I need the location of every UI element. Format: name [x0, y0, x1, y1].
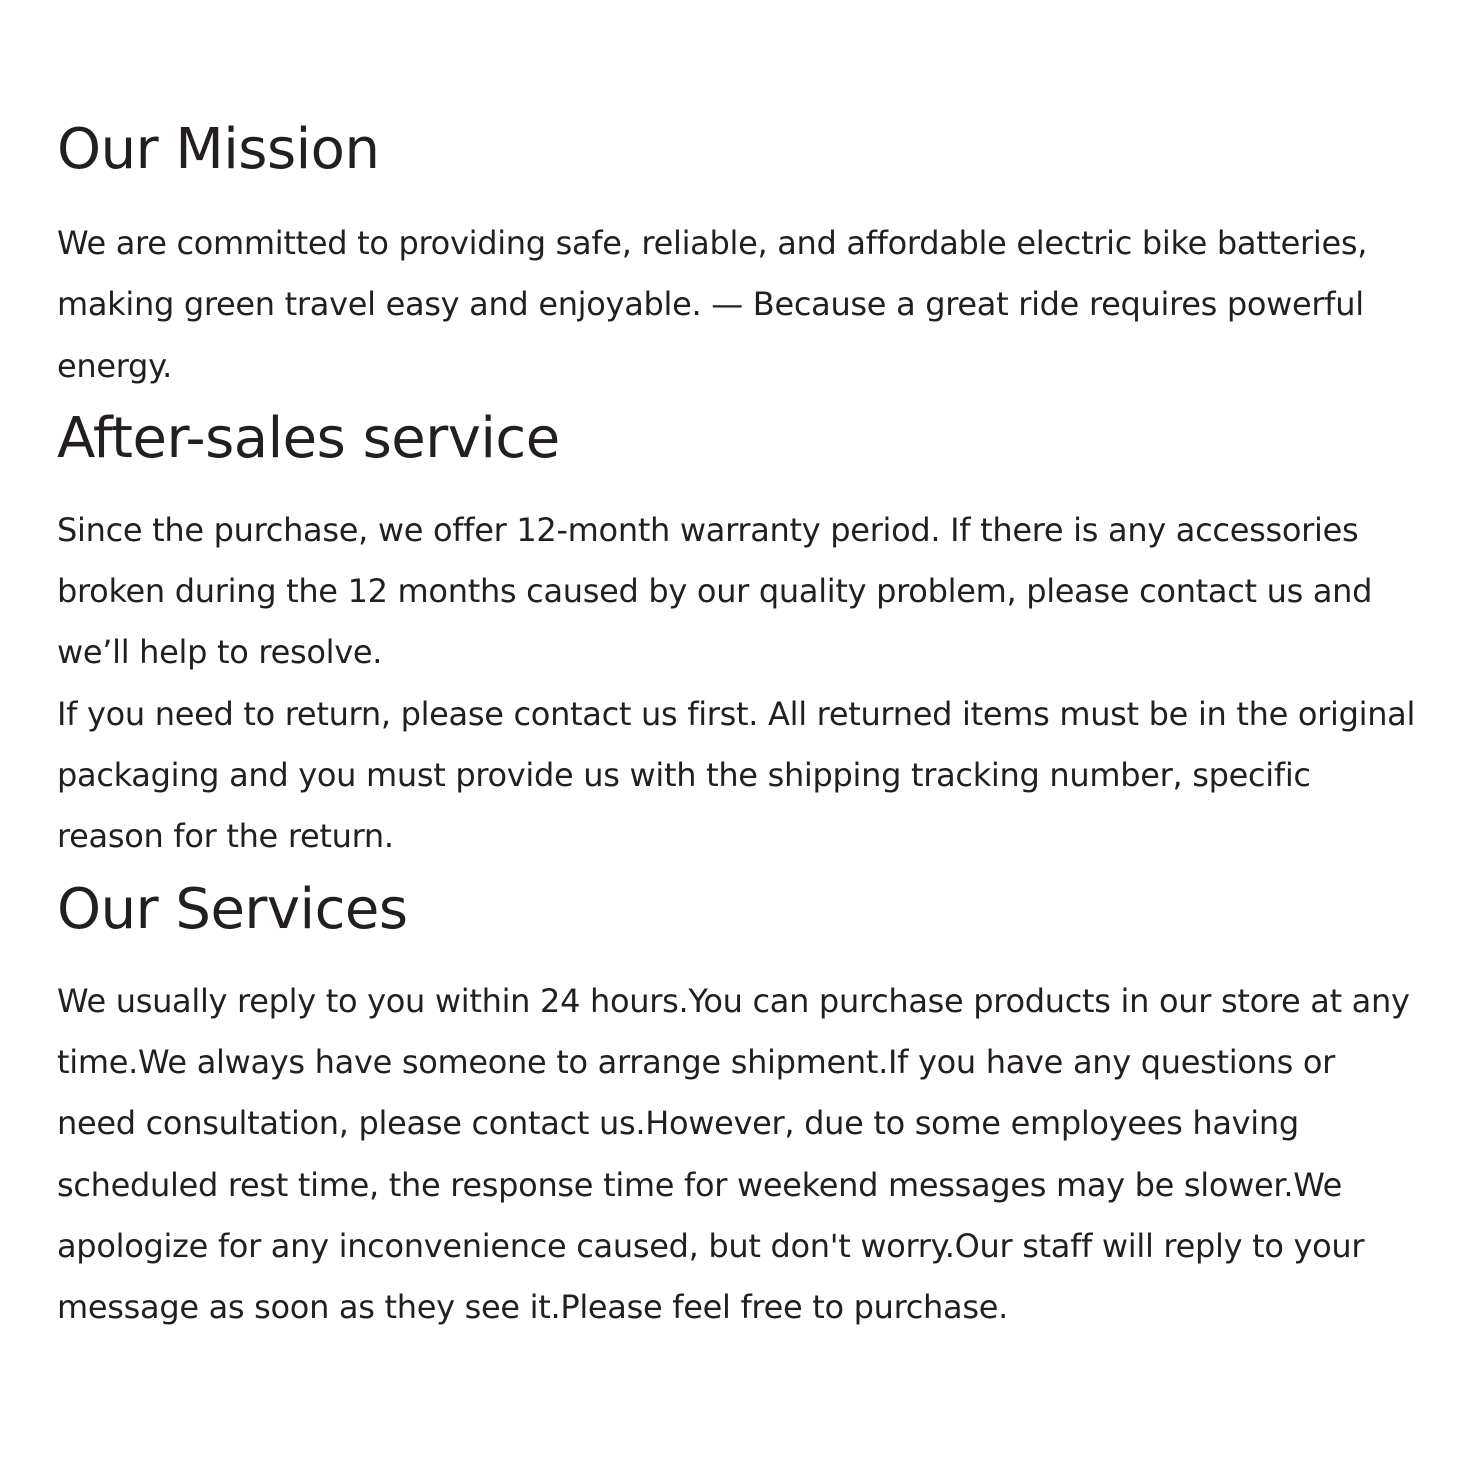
services-title: Our Services: [57, 876, 408, 942]
mission-title: Our Mission: [57, 117, 380, 182]
policy-document: [57, 108, 1417, 1338]
services-text: We usually reply to you within 24 hours.You can purchase products in our store at any time.We always have someone to arrange shipment.If you have any questions or need consultation, please contact us.However, due to some employees having scheduled rest time, the response time for weekend messages may be slower.We apologize for any inconvenience caused, but don't worry.Our staff will reply to your message as soon as they see it.Please feel free to purchase.: [57, 981, 1410, 1327]
mission-section: [57, 108, 1417, 397]
mission-text: We are committed to providing safe, reliable, and affordable electric bike batteries, making green travel easy and enjoyable. — Because a great ride requires powerful energy.: [57, 224, 1368, 385]
after-sales-section: [57, 397, 1417, 868]
services-section: [57, 868, 1417, 1339]
warranty-text: Since the purchase, we offer 12-month warranty period. If there is any accessories broken during the 12 months caused by our quality problem, please contact us and we’ll help to resolve.: [57, 510, 1373, 672]
return-policy-text: If you need to return, please contact us first. All returned items must be in the original packaging and you must provide us with the shipping tracking number, specific reason for the return.: [57, 694, 1416, 856]
after-sales-title: After-sales service: [57, 405, 560, 471]
